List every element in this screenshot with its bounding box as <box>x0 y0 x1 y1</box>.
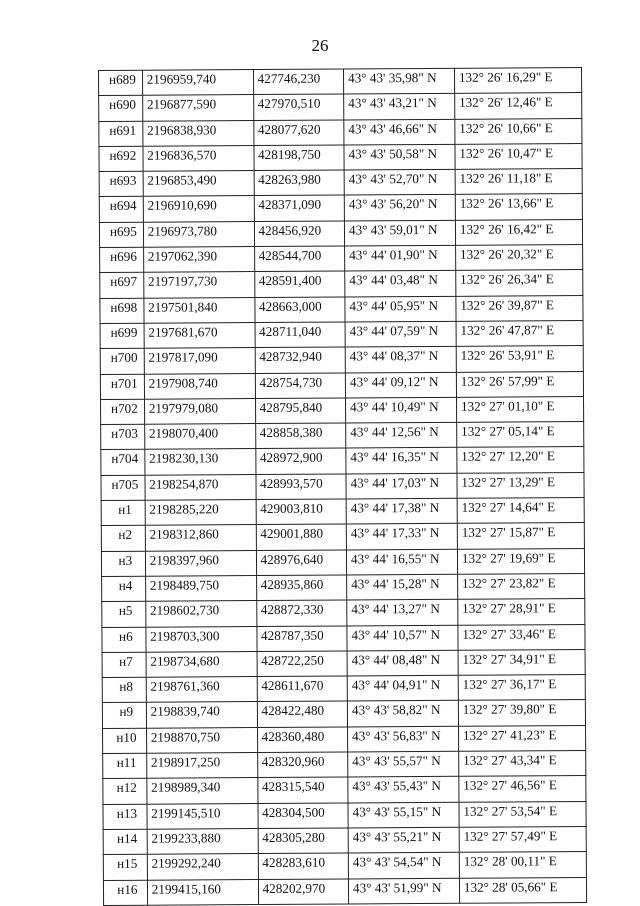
latitude-cell: 43° 44' 16,55" N <box>346 549 457 575</box>
point-id-cell: н16 <box>103 880 147 906</box>
point-id-cell: н691 <box>99 121 143 147</box>
longitude-cell: 132° 27' 46,56" E <box>459 776 586 802</box>
table-row <box>100 321 583 349</box>
longitude-cell: 132° 27' 33,46" E <box>458 624 585 650</box>
point-id-cell: н692 <box>99 146 143 172</box>
x-coordinate-cell: 2198989,340 <box>147 778 258 804</box>
longitude-cell: 132° 27' 12,20" E <box>457 447 584 473</box>
latitude-cell: 43° 44' 13,27" N <box>347 600 458 626</box>
latitude-cell: 43° 43' 43,21" N <box>344 94 455 120</box>
point-id-cell: н13 <box>103 804 147 830</box>
x-coordinate-cell: 2196910,690 <box>143 196 254 222</box>
coordinates-table-body <box>99 68 587 906</box>
table-row <box>100 270 583 298</box>
y-coordinate-cell: 428360,480 <box>257 727 348 753</box>
point-id-cell: н14 <box>103 829 147 855</box>
point-id-cell: н5 <box>102 601 146 627</box>
longitude-cell: 132° 27' 36,17" E <box>458 675 585 701</box>
point-id-cell: н697 <box>100 273 144 299</box>
latitude-cell: 43° 44' 16,35" N <box>346 448 457 474</box>
point-id-cell: н693 <box>99 171 143 197</box>
point-id-cell: н15 <box>103 854 147 880</box>
latitude-cell: 43° 44' 08,48" N <box>347 650 458 676</box>
x-coordinate-cell: 2198839,740 <box>146 702 257 728</box>
x-coordinate-cell: 2198602,730 <box>145 601 256 627</box>
longitude-cell: 132° 26' 16,29" E <box>454 68 581 94</box>
y-coordinate-cell: 428456,920 <box>254 221 345 247</box>
table-row <box>103 751 586 779</box>
latitude-cell: 43° 43' 55,57" N <box>348 751 459 777</box>
longitude-cell: 132° 26' 13,66" E <box>455 194 582 220</box>
y-coordinate-cell: 428732,940 <box>255 347 346 373</box>
y-coordinate-cell: 428198,750 <box>254 145 345 171</box>
x-coordinate-cell: 2197908,740 <box>144 373 255 399</box>
y-coordinate-cell: 428611,670 <box>257 676 348 702</box>
x-coordinate-cell: 2197817,090 <box>144 348 255 374</box>
latitude-cell: 43° 43' 59,01" N <box>344 220 455 246</box>
x-coordinate-cell: 2198312,860 <box>145 525 256 551</box>
table-row <box>101 523 584 551</box>
point-id-cell: н694 <box>99 197 143 223</box>
table-row <box>102 599 585 627</box>
point-id-cell: н705 <box>101 475 145 501</box>
y-coordinate-cell: 428263,980 <box>254 170 345 196</box>
table-row <box>99 194 582 222</box>
y-coordinate-cell: 428320,960 <box>257 752 348 778</box>
y-coordinate-cell: 428304,500 <box>258 803 349 829</box>
latitude-cell: 43° 43' 46,66" N <box>344 119 455 145</box>
table-row <box>101 422 584 450</box>
x-coordinate-cell: 2196836,570 <box>143 145 254 171</box>
point-id-cell: н8 <box>102 677 146 703</box>
point-id-cell: н9 <box>102 703 146 729</box>
latitude-cell: 43° 43' 58,82" N <box>347 701 458 727</box>
point-id-cell: н704 <box>101 450 145 476</box>
x-coordinate-cell: 2198870,750 <box>146 727 257 753</box>
point-id-cell: н700 <box>100 348 144 374</box>
table-row <box>103 776 586 804</box>
x-coordinate-cell: 2198761,360 <box>146 677 257 703</box>
longitude-cell: 132° 27' 14,64" E <box>457 498 584 524</box>
x-coordinate-cell: 2197501,840 <box>144 297 255 323</box>
table-row <box>103 725 586 753</box>
latitude-cell: 43° 43' 56,83" N <box>348 726 459 752</box>
y-coordinate-cell: 428795,840 <box>255 398 346 424</box>
longitude-cell: 132° 27' 57,49" E <box>459 826 586 852</box>
table-row <box>102 573 585 601</box>
latitude-cell: 43° 44' 12,56" N <box>346 422 457 448</box>
table-row <box>99 169 582 197</box>
x-coordinate-cell: 2198703,300 <box>146 626 257 652</box>
y-coordinate-cell: 428754,730 <box>255 373 346 399</box>
point-id-cell: н11 <box>103 753 147 779</box>
x-coordinate-cell: 2198734,680 <box>146 651 257 677</box>
point-id-cell: н10 <box>103 728 147 754</box>
x-coordinate-cell: 2198070,400 <box>144 424 255 450</box>
table-row <box>100 371 583 399</box>
page-number: 26 <box>311 36 329 55</box>
x-coordinate-cell: 2198917,250 <box>146 753 257 779</box>
point-id-cell: н696 <box>100 247 144 273</box>
longitude-cell: 132° 26' 10,66" E <box>455 118 582 144</box>
latitude-cell: 43° 44' 04,91" N <box>347 675 458 701</box>
point-id-cell: н1 <box>101 500 145 526</box>
table-row <box>100 346 583 374</box>
x-coordinate-cell: 2199145,510 <box>147 803 258 829</box>
y-coordinate-cell: 428711,040 <box>255 322 346 348</box>
y-coordinate-cell: 428283,610 <box>258 853 349 879</box>
point-id-cell: н695 <box>99 222 143 248</box>
x-coordinate-cell: 2196959,740 <box>142 70 253 96</box>
point-id-cell: н2 <box>101 526 145 552</box>
x-coordinate-cell: 2196838,930 <box>143 120 254 146</box>
table-row <box>101 472 584 500</box>
point-id-cell: н12 <box>103 779 147 805</box>
point-id-cell: н3 <box>101 551 145 577</box>
latitude-cell: 43° 43' 51,99" N <box>348 878 459 904</box>
y-coordinate-cell: 428993,570 <box>256 474 347 500</box>
point-id-cell: н4 <box>102 576 146 602</box>
x-coordinate-cell: 2197979,080 <box>144 398 255 424</box>
point-id-cell: н703 <box>101 424 145 450</box>
latitude-cell: 43° 43' 56,20" N <box>344 195 455 221</box>
latitude-cell: 43° 44' 03,48" N <box>345 271 456 297</box>
y-coordinate-cell: 429001,880 <box>256 524 347 550</box>
y-coordinate-cell: 428371,090 <box>254 195 345 221</box>
y-coordinate-cell: 428972,900 <box>255 448 346 474</box>
point-id-cell: н7 <box>102 652 146 678</box>
longitude-cell: 132° 26' 16,42" E <box>455 219 582 245</box>
point-id-cell: н699 <box>100 323 144 349</box>
y-coordinate-cell: 428872,330 <box>256 600 347 626</box>
table-row <box>101 498 584 526</box>
table-row <box>100 245 583 273</box>
longitude-cell: 132° 26' 11,18" E <box>455 169 582 195</box>
longitude-cell: 132° 27' 43,34" E <box>459 751 586 777</box>
table-row <box>102 624 585 652</box>
y-coordinate-cell: 428858,380 <box>255 423 346 449</box>
point-id-cell: н701 <box>100 374 144 400</box>
latitude-cell: 43° 44' 10,49" N <box>346 397 457 423</box>
point-id-cell: н702 <box>101 399 145 425</box>
y-coordinate-cell: 428544,700 <box>254 246 345 272</box>
table-row <box>103 826 586 854</box>
x-coordinate-cell: 2196973,780 <box>143 221 254 247</box>
latitude-cell: 43° 44' 17,03" N <box>346 473 457 499</box>
y-coordinate-cell: 428422,480 <box>257 701 348 727</box>
latitude-cell: 43° 44' 07,59" N <box>345 321 456 347</box>
latitude-cell: 43° 44' 17,38" N <box>346 498 457 524</box>
y-coordinate-cell: 428202,970 <box>258 878 349 904</box>
longitude-cell: 132° 26' 53,91" E <box>456 346 583 372</box>
table-row <box>102 700 585 728</box>
table-row <box>103 877 586 905</box>
latitude-cell: 43° 43' 55,43" N <box>348 777 459 803</box>
table-row <box>103 852 586 880</box>
longitude-cell: 132° 26' 10,47" E <box>455 143 582 169</box>
point-id-cell: н698 <box>100 298 144 324</box>
table-row <box>101 396 584 424</box>
table-row <box>99 118 582 146</box>
latitude-cell: 43° 44' 15,28" N <box>347 574 458 600</box>
longitude-cell: 132° 28' 00,11" E <box>459 852 586 878</box>
y-coordinate-cell: 428591,400 <box>254 271 345 297</box>
coordinates-table <box>98 67 587 906</box>
y-coordinate-cell: 429003,810 <box>256 499 347 525</box>
point-id-cell: н689 <box>99 70 143 96</box>
table-row <box>100 295 583 323</box>
latitude-cell: 43° 44' 17,33" N <box>346 524 457 550</box>
longitude-cell: 132° 27' 05,14" E <box>457 422 584 448</box>
y-coordinate-cell: 428305,280 <box>258 828 349 854</box>
latitude-cell: 43° 43' 52,70" N <box>344 170 455 196</box>
latitude-cell: 43° 44' 05,95" N <box>345 296 456 322</box>
x-coordinate-cell: 2197197,730 <box>143 272 254 298</box>
longitude-cell: 132° 26' 20,32" E <box>455 245 582 271</box>
latitude-cell: 43° 44' 01,90" N <box>345 245 456 271</box>
x-coordinate-cell: 2198285,220 <box>145 500 256 526</box>
x-coordinate-cell: 2197062,390 <box>143 247 254 273</box>
latitude-cell: 43° 43' 55,15" N <box>348 802 459 828</box>
x-coordinate-cell: 2199233,880 <box>147 828 258 854</box>
y-coordinate-cell: 428315,540 <box>257 777 348 803</box>
table-row <box>101 548 584 576</box>
longitude-cell: 132° 27' 39,80" E <box>458 700 585 726</box>
longitude-cell: 132° 26' 26,34" E <box>456 270 583 296</box>
x-coordinate-cell: 2196853,490 <box>143 171 254 197</box>
y-coordinate-cell: 428976,640 <box>256 550 347 576</box>
point-id-cell: н6 <box>102 627 146 653</box>
latitude-cell: 43° 44' 09,12" N <box>345 372 456 398</box>
longitude-cell: 132° 27' 15,87" E <box>457 523 584 549</box>
latitude-cell: 43° 44' 10,57" N <box>347 625 458 651</box>
table-row <box>99 93 582 121</box>
longitude-cell: 132° 27' 23,82" E <box>457 573 584 599</box>
latitude-cell: 43° 43' 55,21" N <box>348 827 459 853</box>
table-row <box>101 447 584 475</box>
longitude-cell: 132° 27' 28,91" E <box>458 599 585 625</box>
latitude-cell: 43° 43' 35,98" N <box>344 68 455 94</box>
longitude-cell: 132° 26' 12,46" E <box>455 93 582 119</box>
y-coordinate-cell: 427746,230 <box>253 69 344 95</box>
x-coordinate-cell: 2198489,750 <box>145 575 256 601</box>
table-row <box>99 143 582 171</box>
table-row <box>102 649 585 677</box>
longitude-cell: 132° 26' 39,87" E <box>456 295 583 321</box>
latitude-cell: 43° 43' 54,54" N <box>348 853 459 879</box>
longitude-cell: 132° 27' 53,54" E <box>459 801 586 827</box>
x-coordinate-cell: 2198397,960 <box>145 550 256 576</box>
latitude-cell: 43° 43' 50,58" N <box>344 144 455 170</box>
x-coordinate-cell: 2198254,870 <box>145 474 256 500</box>
table-row <box>99 68 582 96</box>
y-coordinate-cell: 428663,000 <box>254 297 345 323</box>
y-coordinate-cell: 428935,860 <box>256 575 347 601</box>
longitude-cell: 132° 28' 05,66" E <box>459 877 586 903</box>
longitude-cell: 132° 27' 41,23" E <box>458 725 585 751</box>
x-coordinate-cell: 2197681,670 <box>144 323 255 349</box>
y-coordinate-cell: 428077,620 <box>253 120 344 146</box>
x-coordinate-cell: 2199292,240 <box>147 854 258 880</box>
table-row <box>99 219 582 247</box>
longitude-cell: 132° 27' 13,29" E <box>457 472 584 498</box>
x-coordinate-cell: 2198230,130 <box>145 449 256 475</box>
x-coordinate-cell: 2196877,590 <box>142 95 253 121</box>
y-coordinate-cell: 428787,350 <box>256 626 347 652</box>
table-row <box>102 675 585 703</box>
point-id-cell: н690 <box>99 96 143 122</box>
longitude-cell: 132° 26' 57,99" E <box>456 371 583 397</box>
y-coordinate-cell: 427970,510 <box>253 94 344 120</box>
longitude-cell: 132° 27' 34,91" E <box>458 649 585 675</box>
y-coordinate-cell: 428722,250 <box>257 651 348 677</box>
longitude-cell: 132° 27' 01,10" E <box>456 396 583 422</box>
latitude-cell: 43° 44' 08,37" N <box>345 347 456 373</box>
table-row <box>103 801 586 829</box>
x-coordinate-cell: 2199415,160 <box>147 879 258 905</box>
longitude-cell: 132° 27' 19,69" E <box>457 548 584 574</box>
longitude-cell: 132° 26' 47,87" E <box>456 321 583 347</box>
